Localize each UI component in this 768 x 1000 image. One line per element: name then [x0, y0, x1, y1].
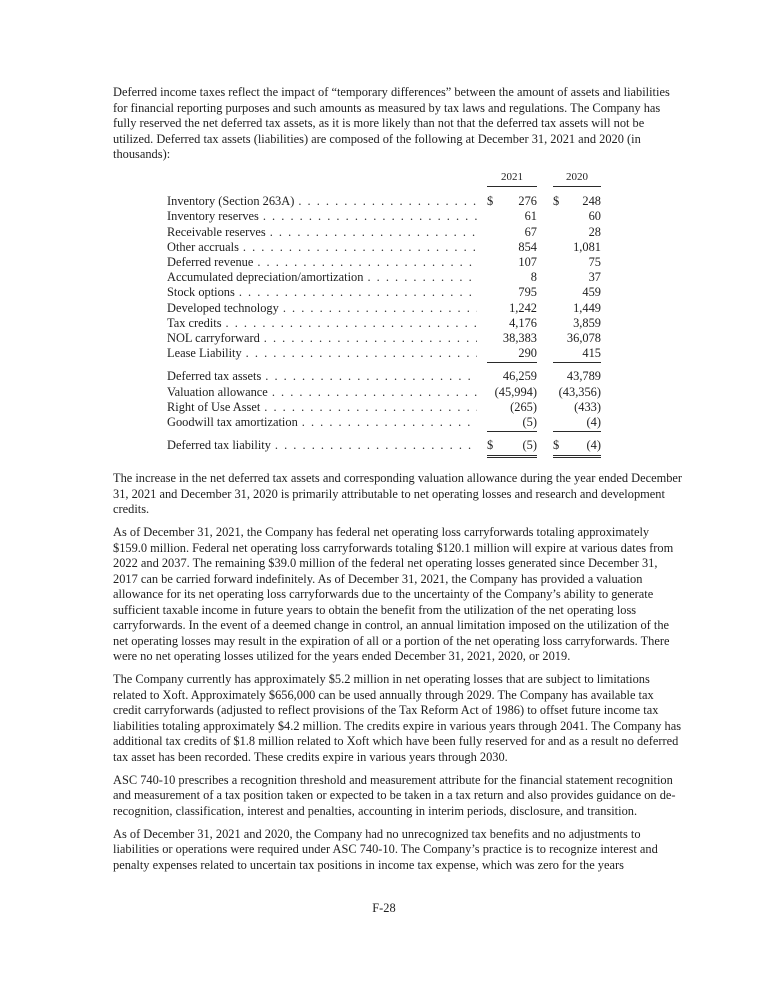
- table-row-inventory-reserves: [167, 209, 601, 224]
- row-label: Other accruals: [167, 239, 239, 254]
- row-label: Accumulated depreciation/amortization: [167, 270, 364, 285]
- row-label: Developed technology: [167, 300, 279, 315]
- value-2021: 61: [524, 209, 537, 224]
- value-2020: $ (4): [553, 438, 601, 458]
- dot-leader: [263, 209, 477, 224]
- row-label: Inventory reserves: [167, 209, 259, 224]
- dollar-sign: $: [553, 194, 560, 209]
- row-label: Tax credits: [167, 315, 222, 330]
- dollar-sign: $: [553, 438, 560, 453]
- dot-leader: [264, 400, 477, 415]
- para-asc-740-10: ASC 740-10 prescribes a recognition threshold and measurement attribute for the financial statement recognition and measurement of a tax position taken or expected to be taken in a tax return and also provides guidance on de-recognition, classification, interest and penalties, accounting in interim periods, disclosure, and transition.: [113, 772, 676, 818]
- table-row-accumulated-depreciation: [167, 270, 601, 285]
- table-row-goodwill-tax-amortization: [167, 415, 601, 432]
- value-2020: $ 248: [553, 194, 601, 209]
- value-2020: 28: [588, 224, 601, 239]
- dot-leader: [226, 316, 477, 331]
- dot-leader: [257, 255, 477, 270]
- dot-leader: [239, 285, 477, 300]
- value-2021: 67: [524, 224, 537, 239]
- page-number: F-28: [372, 901, 396, 915]
- row-label: Lease Liability: [167, 346, 242, 361]
- row-label: Goodwill tax amortization: [167, 415, 298, 430]
- table-row-stock-options: [167, 285, 601, 300]
- row-label: Deferred tax assets: [167, 369, 262, 384]
- table-row-developed-technology: [167, 301, 601, 316]
- value-2021: 290: [487, 346, 537, 363]
- value-2021: $ 276: [487, 194, 537, 209]
- value-2020: 415: [553, 346, 601, 363]
- dot-leader: [298, 194, 477, 209]
- table-header-row: [167, 170, 601, 187]
- dot-leader: [264, 331, 477, 346]
- dot-leader: [246, 346, 477, 361]
- row-label: Receivable reserves: [167, 224, 266, 239]
- table-row-deferred-tax-liability: [167, 438, 601, 458]
- value-2021: 46,259: [502, 369, 537, 384]
- table-row-lease-liability: [167, 346, 601, 363]
- value-2020: 3,859: [573, 315, 601, 330]
- table-row-tax-credits: [167, 316, 601, 331]
- row-label: Valuation allowance: [167, 384, 268, 399]
- value-2021: $ (5): [487, 438, 537, 458]
- table-row-other-accruals: [167, 240, 601, 255]
- para-valuation-allowance-increase: The increase in the net deferred tax assets and corresponding valuation allowance during the year ended December 31, 2021 and December 31, 2020 is primarily attributable to net operating losses and research and development credits.: [113, 471, 683, 517]
- page-content: [113, 85, 683, 881]
- table-col-header-2020: 2020: [553, 170, 601, 187]
- value-2020: (43,356): [558, 384, 601, 399]
- table-row-inventory-263a: [167, 194, 601, 209]
- value-2021: 8: [530, 270, 537, 285]
- value-2021: 38,383: [502, 331, 537, 346]
- dollar-sign: $: [487, 438, 494, 453]
- dollar-sign: $: [487, 194, 494, 209]
- row-label: Stock options: [167, 285, 235, 300]
- row-label: Right of Use Asset: [167, 399, 261, 414]
- row-label: Deferred revenue: [167, 255, 254, 270]
- value-2021: (45,994): [494, 384, 537, 399]
- value-2020: 1,081: [573, 239, 601, 254]
- row-label: Deferred tax liability: [167, 438, 271, 453]
- value-2021: 4,176: [509, 315, 537, 330]
- value-2021: 854: [518, 239, 537, 254]
- dot-leader: [275, 438, 477, 453]
- row-label: NOL carryforward: [167, 331, 260, 346]
- deferred-tax-table: [167, 170, 601, 458]
- value-2020: 75: [588, 255, 601, 270]
- dot-leader: [265, 369, 477, 384]
- value-2020: (433): [574, 399, 601, 414]
- dot-leader: [302, 415, 477, 430]
- table-row-nol-carryforward: [167, 331, 601, 346]
- value-2021: 1,242: [509, 300, 537, 315]
- value-2020: 36,078: [566, 331, 601, 346]
- table-row-receivable-reserves: [167, 225, 601, 240]
- table-row-valuation-allowance: [167, 385, 601, 400]
- dot-leader: [272, 385, 477, 400]
- table-row-deferred-tax-assets: [167, 369, 601, 384]
- table-row-deferred-revenue: [167, 255, 601, 270]
- table-row-right-of-use-asset: [167, 400, 601, 415]
- dot-leader: [243, 240, 477, 255]
- value-2020: 43,789: [566, 369, 601, 384]
- value-2020: 60: [588, 209, 601, 224]
- row-label: Inventory (Section 263A): [167, 194, 295, 209]
- dot-leader: [270, 225, 477, 240]
- value-2021: (265): [510, 399, 537, 414]
- dot-leader: [283, 301, 477, 316]
- para-xoft-limitations: The Company currently has approximately $5.2 million in net operating losses that are subject to limitations related to Xoft. Approximately $656,000 can be used annually through 2029. The Company has available tax credit carryforwards (adjusted to reflect provisions of the Tax Reform Act of 1986) to offset future income tax liabilities totaling approximately $4.2 million. The credits expire in various years through 2041. The Company has additional tax credits of $1.8 million related to Xoft which have been fully reserved for and as a result no deferred tax asset has been recorded. These credits expire in various years through 2030.: [113, 672, 682, 764]
- value-2020: 459: [582, 285, 601, 300]
- value-2021: (5): [487, 415, 537, 432]
- dot-leader: [367, 270, 477, 285]
- value-2021: 107: [518, 255, 537, 270]
- value-2020: 1,449: [573, 300, 601, 315]
- value-2020: (4): [553, 415, 601, 432]
- value-2020: 37: [588, 270, 601, 285]
- value-2021: 795: [518, 285, 537, 300]
- para-nol-carryforwards: As of December 31, 2021, the Company has federal net operating loss carryforwards totaling approximately $159.0 million. Federal net operating loss carryforwards totaling $120.1 million will expire at various dates from 2022 and 2037. The remaining $39.0 million of the federal net operating losses generated since December 31, 2017 can be carried forward indefinitely. As of December 31, 2021, the Company has provided a valuation allowance for its net operating loss carryforwards due to the uncertainty of the Company’s ability to generate sufficient taxable income in future years to obtain the benefit from the utilization of the net operating loss carryforwards. In the event of a deemed change in control, an annual limitation imposed on the utilization of the net operating losses may result in the expiration of all or a portion of the net operating loss carryforwards. There were no net operating losses utilized for the years ended December 31, 2021, 2020, or 2019.: [113, 525, 674, 664]
- para-deferred-tax-intro: Deferred income taxes reflect the impact of “temporary differences” between the amount of assets and liabilities for financial reporting purposes and such amounts as measured by tax laws and regulations. The Company has fully reserved the net deferred tax assets, as it is more likely than not that the deferred tax assets will not be utilized. Deferred tax assets (liabilities) are composed of the following at December 31, 2021 and 2020 (in thousands):: [113, 85, 670, 161]
- para-unrecognized-tax-benefits: As of December 31, 2021 and 2020, the Company had no unrecognized tax benefits and no adjustments to liabilities or operations were required under ASC 740-10. The Company’s practice is to recognize interest and penalty expenses related to uncertain tax positions in income tax expense, which was zero for the years: [113, 826, 658, 872]
- table-col-header-2021: 2021: [487, 170, 537, 187]
